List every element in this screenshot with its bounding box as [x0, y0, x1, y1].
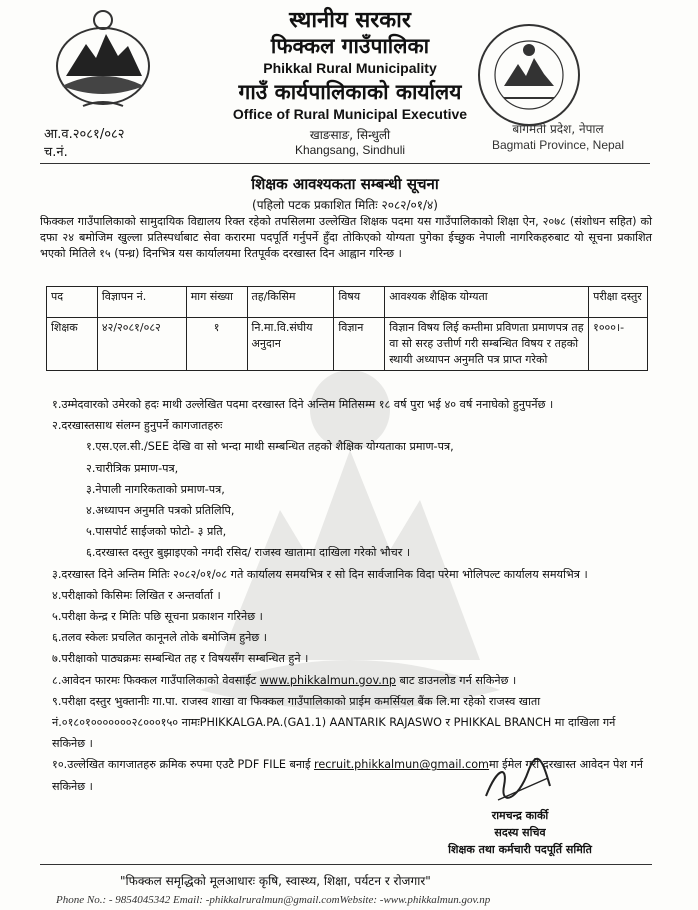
- header-title: स्थानीय सरकार: [289, 8, 411, 33]
- condition-7: ७.परीक्षाको पाठ्यक्रमः सम्बन्धित तह र विषयसँग सम्बन्धित हुने ।: [52, 652, 309, 666]
- signature-mark: [478, 756, 558, 806]
- notice-intro: फिक्कल गाउँपालिकाको सामुदायिक विद्यालय रिक्त रहेको तपसिलमा उल्लेखित शिक्षक पदमा यस गाउँपालिकाको शिक्षा ऐन, २०७८ (संशोधन सहित) को दफा २४ बमोजिम खुल्ला प्रतिस्पर्धाबाट सेवा करारमा पदपूर्ति गर्नुपर्ने हुँदा तोकिएको योग्यता पुगेका ईच्छुक नेपाली नागरिकहरुबाट यो सूचना प्रकाशित भएको मितिले १५ (पन्ध्र) दिनभित्र यस कार्यालयमा रितपूर्वक दरखास्त दिन आह्वान गरिन्छ ।: [40, 215, 652, 260]
- cell-fee: १०००।-: [589, 318, 648, 371]
- province-np: बागमती प्रदेश, नेपाल: [512, 122, 604, 136]
- col-subject: विषय: [334, 287, 385, 318]
- col-qualification: आवश्यक शैक्षिक योग्यता: [385, 287, 589, 318]
- condition-6: ६.तलव स्केलः प्रचलित कानूनले तोके बमोजिम हुनेछ ।: [52, 631, 268, 645]
- notice-subtitle: (पहिलो पटक प्रकाशित मितिः २०८२/०१/४): [252, 198, 438, 212]
- table-header-row: [47, 287, 648, 318]
- col-level: तह/किसिम: [247, 287, 334, 318]
- condition-10: [52, 754, 652, 796]
- condition-1: १.उम्मेदवारको उमेरको हदः माथी उल्लेखित पदमा दरखास्त दिने अन्तिम मितिसम्म १८ वर्ष पुरा भई ४० वर्ष ननाघेको हुनुपर्नेछ ।: [52, 398, 554, 411]
- office-name-en: Office of Rural Municipal Executive: [232, 106, 468, 122]
- col-fee: परीक्षा दस्तुर: [589, 287, 648, 318]
- nepal-emblem-icon: [48, 6, 158, 114]
- website-link[interactable]: www.phikkalmun.gov.np: [259, 673, 396, 687]
- document-item: २.चारीत्रिक प्रमाण-पत्र,: [86, 461, 179, 475]
- address-np: खाङसाङ, सिन्धुली: [309, 128, 391, 142]
- municipality-name-en: Phikkal Rural Municipality: [263, 60, 437, 76]
- document-item: ४.अध्यापन अनुमति पत्रको प्रतिलिपि,: [86, 504, 235, 518]
- email-link[interactable]: recruit.phikkalmun@gmail.com: [314, 758, 489, 772]
- condition-8-text: ८.आवेदन फारमः फिक्कल गाउँपालिकाको वेवसाईट: [52, 673, 260, 687]
- document-item: ५.पासपोर्ट साईजको फोटो- ३ प्रति,: [86, 525, 227, 539]
- cell-count: १: [186, 318, 247, 371]
- cell-qualification: विज्ञान विषय लिई कम्तीमा प्रविणता प्रमाणपत्र तह वा सो सरह उत्तीर्ण गरी सम्बन्धित विषय र तहको स्थायी अध्यापन अनुमति पत्र प्राप्त गरेको: [385, 318, 589, 371]
- notice-title: शिक्षक आवश्यकता सम्बन्धी सूचना: [251, 175, 439, 193]
- cell-level: नि.मा.वि.संघीय अनुदान: [247, 318, 334, 371]
- header-divider: [40, 163, 650, 164]
- address-en: Khangsang, Sindhuli: [294, 143, 406, 157]
- document-item: ३.नेपाली नागरिकताको प्रमाण-पत्र,: [86, 482, 225, 496]
- cell-ad-no: ४२/२०८१/०८२: [97, 318, 186, 371]
- province-en: Bagmati Province, Nepal: [491, 138, 625, 152]
- cell-post: शिक्षक: [47, 318, 98, 371]
- document-item: १.एस.एल.सी./SEE देखि वा सो भन्दा माथी सम्बन्धित तहको शैक्षिक योग्यताका प्रमाण-पत्र,: [86, 440, 454, 454]
- signer-name: रामचन्द्र कार्की: [491, 809, 549, 822]
- condition-9: ९.परीक्षा दस्तुर भुक्तानीः गा.पा. राजस्व शाखा वा फिक्कल गाउँपालिकाको प्राईम कमर्सियल बैंक लि.मा रहेको राजस्व खाता नं.०१८०१०००००००२८०००१५० नामःPHIKKALGA.PA.(GA1.1) AANTARIK RAJASWO र PHIKKAL BRANCH मा दाखिला गर्न सकिनेछ ।: [52, 694, 616, 751]
- document-item: ६.दरखास्त दस्तुर बुझाइएको नगदी रसिद/ राजस्व खातामा दाखिला गरेको भौचर ।: [86, 546, 411, 560]
- footer-contact: Phone No.: - 9854045342 Email: -phikkalruralmun@gmail.comWebsite: -www.phikkalmun.gov.np: [56, 894, 491, 906]
- vacancy-table: [46, 286, 648, 371]
- condition-4: ४.परीक्षाको किसिमः लिखित र अन्तर्वार्ता ।: [52, 588, 221, 602]
- footer-slogan: "फिक्कल समृद्धिको मूलआधारः कृषि, स्वास्थ्य, शिक्षा, पर्यटन र रोजगार": [120, 874, 431, 888]
- signer-role: सदस्य सचिव: [494, 826, 546, 839]
- signer-committee: शिक्षक तथा कर्मचारी पदपूर्ति समिति: [448, 843, 592, 856]
- col-count: माग संख्या: [186, 287, 247, 318]
- condition-8-tail: बाट डाउनलोड गर्न सकिनेछ ।: [395, 673, 517, 687]
- col-ad-no: विज्ञापन नं.: [97, 287, 186, 318]
- reference-number: च.नं.: [44, 145, 68, 160]
- conditions-list: [52, 394, 652, 797]
- condition-10-tail: मा ईमेल गरी दरखास्त आवेदन पेश गर्न सकिनेछ ।: [52, 758, 644, 793]
- office-name-np: गाउँ कार्यपालिकाको कार्यालय: [238, 80, 462, 104]
- condition-2: २.दरखास्तसाथ संलग्न हुनुपर्ने कागजातहरुः: [52, 419, 223, 433]
- condition-10-text: १०.उल्लेखित कागजातहरु क्रमिक रुपमा एउटै PDF FILE बनाई: [52, 758, 315, 772]
- table-row: [47, 318, 648, 371]
- condition-5: ५.परीक्षा केन्द्र र मितिः पछि सूचना प्रकाशन गरिनेछ ।: [52, 610, 263, 624]
- condition-3: ३.दरखास्त दिने अन्तिम मितिः २०८२/०१/०८ गते कार्यालय समयभित्र र सो दिन सार्वजानिक विदा परेमा भोलिपल्ट कार्यालय समयभित्र ।: [52, 567, 588, 581]
- fiscal-year: आ.व.२०८१/०८२: [44, 127, 125, 142]
- cell-subject: विज्ञान: [334, 318, 385, 371]
- municipality-name-np: फिक्कल गाउँपालिका: [270, 34, 430, 58]
- col-post: पद: [47, 287, 98, 318]
- footer-divider: [40, 864, 652, 865]
- condition-8: [52, 670, 652, 691]
